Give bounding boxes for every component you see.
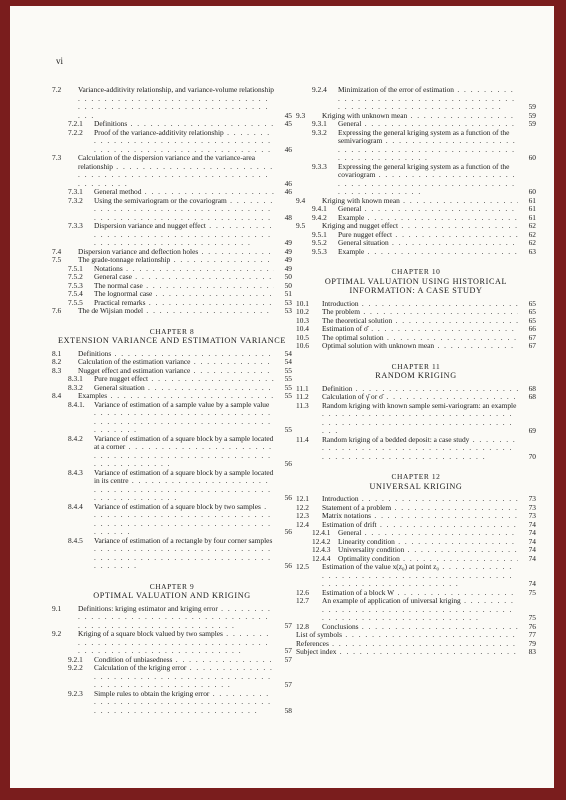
toc-entry[interactable] bbox=[296, 129, 536, 163]
chapter-label: CHAPTER 11 bbox=[391, 361, 441, 371]
chapter-title: RANDOM KRIGING bbox=[375, 371, 457, 380]
page-ref: 67 bbox=[528, 332, 536, 342]
section-number: 7.5.3 bbox=[68, 280, 83, 290]
page-ref: 50 bbox=[284, 272, 292, 281]
page-ref: 46 bbox=[284, 178, 292, 188]
page-ref: 62 bbox=[528, 238, 536, 247]
section-number: 7.3 bbox=[52, 153, 62, 162]
toc-right-column bbox=[296, 86, 536, 657]
entry-title: Estimation of the value x(z₀) at point z₀ . . . bbox=[322, 563, 518, 589]
page-ref: 55 bbox=[284, 365, 292, 375]
page-ref: 83 bbox=[528, 647, 536, 656]
section-number: 9.5 bbox=[296, 221, 306, 230]
page-ref: 54 bbox=[284, 357, 292, 366]
toc-entry[interactable] bbox=[296, 504, 536, 513]
section-number: 8.4.3 bbox=[68, 467, 83, 477]
page-ref: 59 bbox=[528, 102, 536, 111]
section-number: 8.3.1 bbox=[68, 374, 83, 383]
toc-entry[interactable] bbox=[296, 197, 536, 206]
toc-entry[interactable] bbox=[52, 222, 292, 248]
toc-entry[interactable] bbox=[296, 538, 536, 547]
page-ref: 65 bbox=[528, 307, 536, 316]
chapter-label: CHAPTER 8 bbox=[149, 326, 195, 336]
page-ref: 74 bbox=[528, 528, 536, 537]
section-number: 8.3 bbox=[52, 365, 62, 375]
entry-title: Expressing the general kriging system as a function of the covariogram . . . bbox=[338, 163, 518, 197]
section-number: 8.4.5 bbox=[68, 535, 83, 545]
toc-entry[interactable] bbox=[296, 222, 536, 231]
section-number: 9.3.2 bbox=[312, 127, 327, 137]
section-number: 8.4.2 bbox=[68, 433, 83, 443]
page-ref: 70 bbox=[528, 451, 536, 461]
page-ref: 62 bbox=[528, 221, 536, 230]
entry-title: Optimal solution with unknown mean . . . bbox=[322, 342, 518, 351]
page-ref: 49 bbox=[284, 246, 292, 256]
toc-entry[interactable] bbox=[52, 154, 292, 188]
section-number: 7.6 bbox=[52, 306, 62, 315]
page-ref: 67 bbox=[528, 341, 536, 350]
entry-title: General . . . bbox=[338, 529, 518, 538]
page-ref: 57 bbox=[284, 680, 292, 689]
toc-entry[interactable] bbox=[296, 563, 536, 589]
entry-title: Introduction . . . bbox=[322, 300, 518, 309]
section-number: 8.4.4 bbox=[68, 501, 83, 511]
page-ref: 53 bbox=[284, 306, 292, 315]
page-ref: 48 bbox=[284, 212, 292, 222]
page-ref: 77 bbox=[528, 630, 536, 639]
section-number: 12.3 bbox=[296, 511, 309, 520]
entry-title: Pure nugget effect . . . bbox=[94, 375, 274, 384]
section-number: 7.3.1 bbox=[68, 187, 83, 196]
toc-entry[interactable] bbox=[52, 392, 292, 401]
section-number: 12.4.1 bbox=[312, 528, 331, 537]
chapter-label: CHAPTER 9 bbox=[149, 581, 195, 591]
entry-title: General . . . bbox=[338, 205, 518, 214]
entry-title: Linearity condition . . . bbox=[338, 538, 518, 547]
toc-entry[interactable] bbox=[52, 256, 292, 265]
chapter-label: CHAPTER 10 bbox=[391, 267, 441, 276]
page-ref: 74 bbox=[528, 579, 536, 588]
toc-entry[interactable] bbox=[52, 358, 292, 367]
section-number: 9.4 bbox=[296, 195, 306, 205]
page-ref: 51 bbox=[284, 289, 292, 298]
toc-entry[interactable] bbox=[52, 248, 292, 257]
section-number: 12.5 bbox=[296, 562, 309, 571]
page-number: vi bbox=[56, 56, 64, 66]
toc-entry[interactable] bbox=[296, 163, 536, 197]
entry-title: Variance of estimation of a square block by a sample located in its centre . . . bbox=[94, 469, 274, 503]
entry-title: Estimation of a block W . . . bbox=[322, 589, 518, 598]
entry-title: Calculation of the dispersion variance and the variance-area relationship . . . bbox=[78, 154, 274, 188]
page-ref: 56 bbox=[284, 459, 292, 468]
page-ref: 79 bbox=[528, 638, 536, 648]
entry-title: Kriging and nugget effect . . . bbox=[322, 222, 518, 231]
toc-entry[interactable] bbox=[296, 214, 536, 223]
entry-title: List of symbols . . . bbox=[296, 631, 518, 640]
page-ref: 61 bbox=[528, 204, 536, 213]
entry-title: Nugget effect and estimation variance . . . bbox=[78, 367, 274, 376]
page-ref: 68 bbox=[528, 383, 536, 393]
section-number: 7.5.2 bbox=[68, 272, 83, 281]
section-number: 9.1 bbox=[52, 603, 62, 613]
chapter-label: CHAPTER 12 bbox=[391, 472, 441, 481]
entry-title: Calculation of γ̄ or σ̄ . . . bbox=[322, 393, 518, 402]
page-ref: 74 bbox=[528, 553, 536, 563]
entry-title: Variance of estimation of a rectangle by four corner samples . . . bbox=[94, 537, 274, 571]
entry-title: Definitions . . . bbox=[78, 350, 274, 359]
page-ref: 49 bbox=[284, 263, 292, 273]
section-number: 11.1 bbox=[296, 383, 309, 393]
toc-entry[interactable] bbox=[296, 648, 536, 657]
chapter-title: OPTIMAL VALUATION USING HISTORICAL INFORMATION: A CASE STUDY bbox=[324, 276, 508, 295]
page-ref: 65 bbox=[528, 298, 536, 308]
page-ref: 74 bbox=[528, 536, 536, 546]
section-number: 8.4 bbox=[52, 391, 62, 400]
page-ref: 69 bbox=[528, 426, 536, 435]
entry-title: Definitions: kriging estimator and kriging error . . . bbox=[78, 605, 274, 631]
page-ref: 59 bbox=[528, 110, 536, 120]
toc-entry[interactable] bbox=[52, 537, 292, 571]
toc-entry[interactable] bbox=[296, 308, 536, 317]
section-number: 8.3.2 bbox=[68, 382, 83, 392]
toc-entry[interactable] bbox=[52, 605, 292, 631]
page-ref: 56 bbox=[284, 493, 292, 502]
toc-entry[interactable] bbox=[296, 342, 536, 351]
toc-entry[interactable] bbox=[296, 248, 536, 257]
toc-left-column bbox=[52, 86, 292, 715]
toc-entry[interactable] bbox=[296, 120, 536, 129]
toc-entry[interactable] bbox=[296, 589, 536, 598]
toc-entry[interactable] bbox=[52, 290, 292, 299]
entry-title: General case . . . bbox=[94, 273, 274, 282]
page-ref: 49 bbox=[284, 238, 292, 247]
entry-title: Simple rules to obtain the kriging error . . . bbox=[94, 690, 274, 716]
entry-title: The theoretical solution . . . bbox=[322, 317, 518, 326]
entry-title: Variance of estimation of a sample value by a sample value . . . bbox=[94, 401, 274, 435]
page-ref: 73 bbox=[528, 511, 536, 520]
page-ref: 75 bbox=[528, 613, 536, 622]
toc-entry[interactable] bbox=[52, 435, 292, 469]
toc-entry[interactable] bbox=[296, 512, 536, 521]
section-number: 7.5.4 bbox=[68, 289, 83, 298]
section-number: 10.1 bbox=[296, 298, 309, 308]
page-ref: 61 bbox=[528, 195, 536, 205]
page-ref: 56 bbox=[284, 561, 292, 570]
section-number: 9.5.2 bbox=[312, 238, 327, 247]
section-number: 7.2 bbox=[52, 85, 62, 94]
toc-entry[interactable] bbox=[296, 239, 536, 248]
chapter-title: UNIVERSAL KRIGING bbox=[369, 481, 463, 491]
page-ref: 61 bbox=[528, 212, 536, 222]
entry-title: Expressing the general kriging system as a function of the semivariogram . . . bbox=[338, 129, 518, 163]
entry-title: Estimation of drift . . . bbox=[322, 521, 518, 530]
entry-title: Introduction . . . bbox=[322, 495, 518, 504]
page-ref: 74 bbox=[528, 545, 536, 554]
entry-title: Definition . . . bbox=[322, 385, 518, 394]
section-number: 10.3 bbox=[296, 315, 309, 325]
page-ref: 60 bbox=[528, 187, 536, 196]
section-number: 9.2 bbox=[52, 629, 62, 638]
toc-entry[interactable] bbox=[296, 385, 536, 394]
toc-entry[interactable] bbox=[296, 393, 536, 402]
page-ref: 55 bbox=[284, 391, 292, 400]
section-number: 9.2.4 bbox=[312, 85, 327, 94]
toc-entry[interactable] bbox=[52, 307, 292, 316]
section-number: 11.2 bbox=[296, 392, 309, 401]
toc-entry[interactable] bbox=[296, 300, 536, 309]
section-number: 12.6 bbox=[296, 587, 309, 597]
section-number: 12.7 bbox=[296, 596, 309, 605]
page-ref: 60 bbox=[528, 153, 536, 162]
page-ref: 45 bbox=[284, 110, 292, 120]
page-ref: 66 bbox=[528, 324, 536, 333]
page-ref: 45 bbox=[284, 119, 292, 128]
page-ref: 54 bbox=[284, 348, 292, 358]
entry-title: References . . . bbox=[296, 640, 518, 649]
section-number: 7.3.2 bbox=[68, 195, 83, 205]
page-ref: 75 bbox=[528, 587, 536, 597]
page-ref: 55 bbox=[284, 382, 292, 392]
toc-entry[interactable] bbox=[52, 503, 292, 537]
section-number: 11.4 bbox=[296, 434, 309, 444]
section-number: 12.8 bbox=[296, 621, 309, 631]
entry-title: Estimation of σ̂ . . . bbox=[322, 325, 518, 334]
entry-title: Proof of the variance-additivity relationship . . . bbox=[94, 129, 274, 155]
toc-entry[interactable] bbox=[52, 664, 292, 690]
entry-title: Practical remarks . . . bbox=[94, 299, 274, 308]
toc-entry[interactable] bbox=[52, 265, 292, 274]
toc-entry[interactable] bbox=[52, 273, 292, 282]
toc-entry[interactable] bbox=[296, 317, 536, 326]
toc-entry[interactable] bbox=[52, 630, 292, 656]
entry-title: Universality condition . . . bbox=[338, 546, 518, 555]
toc-entry[interactable] bbox=[296, 623, 536, 632]
section-number: 7.3.3 bbox=[68, 221, 83, 230]
toc-entry[interactable] bbox=[52, 469, 292, 503]
toc-entry[interactable] bbox=[296, 334, 536, 343]
section-number: 12.4.4 bbox=[312, 553, 331, 563]
toc-entry[interactable] bbox=[52, 120, 292, 129]
page-ref: 74 bbox=[528, 519, 536, 529]
entry-title: Variance-additivity relationship, and variance-volume relationship . . . bbox=[78, 86, 274, 120]
entry-title: Example . . . bbox=[338, 248, 518, 257]
entry-title: General method . . . bbox=[94, 188, 274, 197]
toc-entry[interactable] bbox=[52, 299, 292, 308]
toc-entry[interactable] bbox=[52, 690, 292, 716]
entry-title: Subject index . . . bbox=[296, 648, 518, 657]
section-number: 7.4 bbox=[52, 246, 62, 256]
entry-title: The lognormal case . . . bbox=[94, 290, 274, 299]
page-ref: 65 bbox=[528, 315, 536, 325]
section-number: 7.2.1 bbox=[68, 119, 83, 128]
entry-title: Definitions . . . bbox=[94, 120, 274, 129]
section-number: 10.6 bbox=[296, 341, 309, 350]
section-number: 10.5 bbox=[296, 332, 309, 342]
toc-entry[interactable] bbox=[296, 231, 536, 240]
toc-entry[interactable] bbox=[296, 521, 536, 530]
entry-title: An example of application of universal kriging . . . bbox=[322, 597, 518, 623]
toc-entry[interactable] bbox=[296, 555, 536, 564]
entry-title: Random kriging with known sample semi-variogram: an example . . . bbox=[322, 402, 518, 436]
entry-title: General situation . . . bbox=[338, 239, 518, 248]
entry-title: The grade-tonnage relationship . . . bbox=[78, 256, 274, 265]
toc-entry[interactable] bbox=[52, 129, 292, 155]
page-ref: 57 bbox=[284, 646, 292, 655]
page-ref: 57 bbox=[284, 620, 292, 630]
section-number: 7.5.1 bbox=[68, 263, 83, 273]
entry-title: Pure nugget effect . . . bbox=[338, 231, 518, 240]
section-number: 9.5.3 bbox=[312, 246, 327, 256]
section-number: 9.3.3 bbox=[312, 161, 327, 171]
toc-entry[interactable] bbox=[296, 112, 536, 121]
section-number: 8.2 bbox=[52, 357, 62, 366]
page-ref: 63 bbox=[528, 246, 536, 256]
chapter-title: OPTIMAL VALUATION AND KRIGING bbox=[93, 591, 251, 600]
page-ref: 46 bbox=[284, 187, 292, 196]
section-number: 7.2.2 bbox=[68, 127, 83, 137]
entry-title: Calculation of the estimation variance . . . bbox=[78, 358, 274, 367]
toc-entry[interactable] bbox=[296, 546, 536, 555]
entry-title: Statement of a problem . . . bbox=[322, 504, 518, 513]
toc-entry[interactable] bbox=[52, 282, 292, 291]
section-number: 10.4 bbox=[296, 324, 309, 333]
entry-title: Random kriging of a bedded deposit: a case study . . . bbox=[322, 436, 518, 462]
toc-entry[interactable] bbox=[296, 640, 536, 649]
entry-title: Dispersion variance and nugget effect . . . bbox=[94, 222, 274, 248]
entry-title: General . . . bbox=[338, 120, 518, 129]
section-number: 7.5 bbox=[52, 255, 62, 264]
toc-entry[interactable] bbox=[296, 529, 536, 538]
page-ref: 73 bbox=[528, 494, 536, 503]
page-ref: 56 bbox=[284, 527, 292, 536]
page-ref: 46 bbox=[284, 144, 292, 154]
entry-title: General situation . . . bbox=[94, 384, 274, 393]
page-ref: 55 bbox=[284, 374, 292, 383]
toc-entry[interactable] bbox=[52, 350, 292, 359]
toc-entry[interactable] bbox=[296, 631, 536, 640]
section-number: 12.4.2 bbox=[312, 536, 331, 546]
section-number: 12.1 bbox=[296, 494, 309, 503]
entry-title: Variance of estimation of a square block by a sample located at a corner . . . bbox=[94, 435, 274, 469]
toc-entry[interactable] bbox=[52, 375, 292, 384]
toc-entry[interactable] bbox=[52, 86, 292, 120]
entry-title: Kriging of a square block valued by two samples . . . bbox=[78, 630, 274, 656]
page-ref: 62 bbox=[528, 229, 536, 239]
section-number: 12.4.3 bbox=[312, 545, 331, 554]
page-ref: 76 bbox=[528, 621, 536, 631]
entry-title: Optimality condition . . . bbox=[338, 555, 518, 564]
page-ref: 53 bbox=[284, 297, 292, 307]
entry-title: Variance of estimation of a square block by two samples . . . bbox=[94, 503, 274, 537]
entry-title: The problem . . . bbox=[322, 308, 518, 317]
page-ref: 58 bbox=[284, 705, 292, 715]
section-number: 7.5.5 bbox=[68, 297, 83, 307]
entry-title: The normal case . . . bbox=[94, 282, 274, 291]
section-number: 9.2.2 bbox=[68, 663, 83, 672]
page-ref: 49 bbox=[284, 255, 292, 264]
entry-title: Matrix notations . . . bbox=[322, 512, 518, 521]
section-number: 9.5.1 bbox=[312, 229, 327, 239]
section-number: 9.2.1 bbox=[68, 654, 83, 664]
section-number: 9.4.1 bbox=[312, 204, 327, 213]
section-number: 9.3.1 bbox=[312, 119, 327, 128]
entry-title: Calculation of the kriging error . . . bbox=[94, 664, 274, 690]
page-ref: 57 bbox=[284, 654, 292, 664]
entry-title: The optimal solution . . . bbox=[322, 334, 518, 343]
entry-title: Minimization of the error of estimation . . . bbox=[338, 86, 518, 112]
section-number: 12.2 bbox=[296, 502, 309, 512]
section-number: 9.4.2 bbox=[312, 212, 327, 222]
section-number: 10.2 bbox=[296, 307, 309, 316]
entry-title: Example . . . bbox=[338, 214, 518, 223]
entry-title: Using the semivariogram or the covariogram . . . bbox=[94, 197, 274, 223]
toc-entry[interactable] bbox=[52, 384, 292, 393]
toc-entry[interactable] bbox=[52, 401, 292, 435]
page-ref: 73 bbox=[528, 502, 536, 512]
page-ref: 59 bbox=[528, 119, 536, 128]
section-number: 8.4.1. bbox=[68, 399, 85, 409]
entry-title: Notations . . . bbox=[94, 265, 274, 274]
entry-title: Condition of unbiasedness . . . bbox=[94, 656, 274, 665]
toc-entry[interactable] bbox=[296, 402, 536, 436]
page-ref: 50 bbox=[284, 280, 292, 290]
toc-entry[interactable] bbox=[52, 197, 292, 223]
toc-entry[interactable] bbox=[52, 367, 292, 376]
toc-entry[interactable] bbox=[52, 188, 292, 197]
toc-entry[interactable] bbox=[296, 597, 536, 623]
entry-title: Conclusions . . . bbox=[322, 623, 518, 632]
toc-entry[interactable] bbox=[296, 325, 536, 334]
entry-title: The de Wijsian model . . . bbox=[78, 307, 274, 316]
entry-title: Examples . . . bbox=[78, 392, 274, 401]
section-number: 11.3 bbox=[296, 400, 309, 410]
page-ref: 68 bbox=[528, 392, 536, 401]
section-number: 12.4 bbox=[296, 519, 309, 529]
section-number: 9.2.3 bbox=[68, 688, 83, 698]
page-ref: 55 bbox=[284, 425, 292, 434]
chapter-title: EXTENSION VARIANCE AND ESTIMATION VARIANCE bbox=[58, 336, 286, 345]
toc-entry[interactable] bbox=[296, 495, 536, 504]
toc-entry[interactable] bbox=[52, 656, 292, 665]
entry-title: Kriging with unknown mean . . . bbox=[322, 112, 518, 121]
toc-entry[interactable] bbox=[296, 436, 536, 462]
entry-title: Kriging with known mean . . . bbox=[322, 197, 518, 206]
section-number: 9.3 bbox=[296, 110, 306, 120]
entry-title: Dispersion variance and deflection holes . . . bbox=[78, 248, 274, 257]
section-number: 8.1 bbox=[52, 348, 62, 358]
toc-entry[interactable] bbox=[296, 86, 536, 112]
toc-entry[interactable] bbox=[296, 205, 536, 214]
